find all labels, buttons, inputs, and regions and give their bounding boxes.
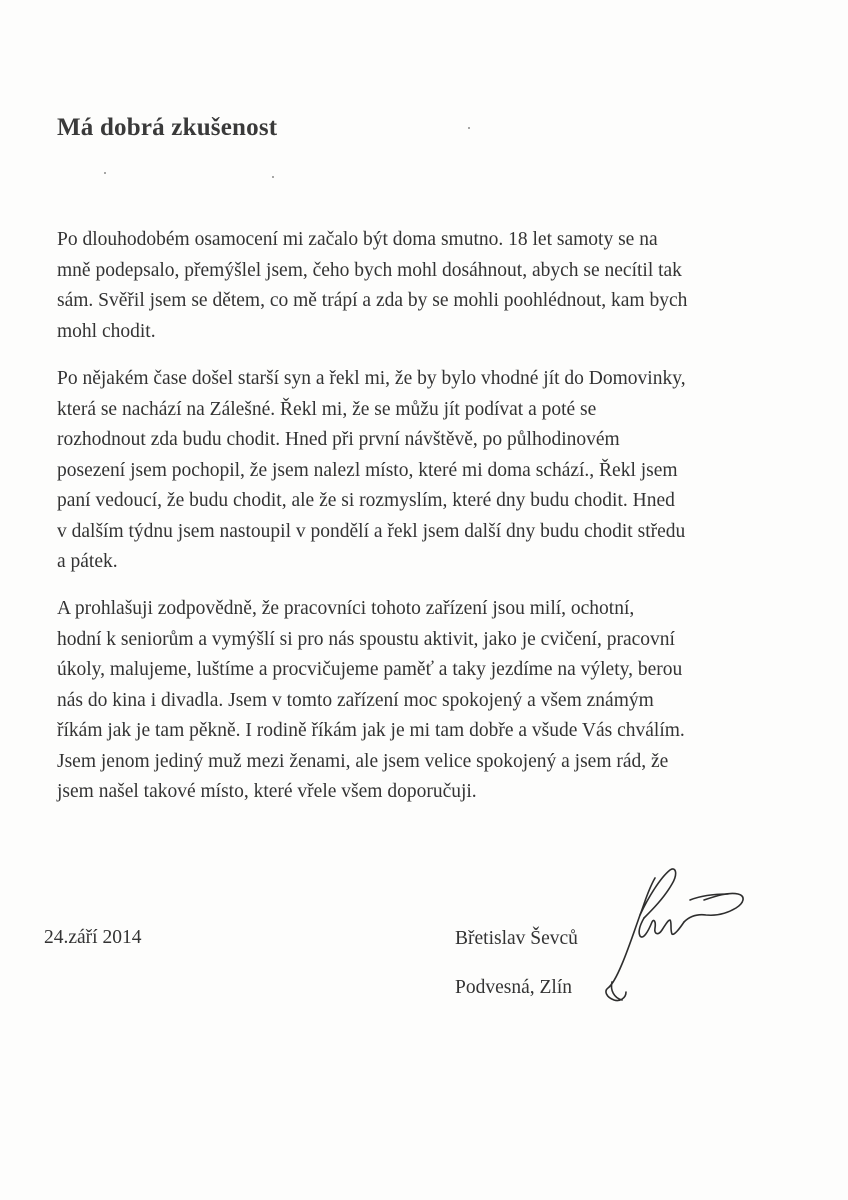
author-place: Podvesná, Zlín bbox=[455, 977, 572, 998]
paragraph-line: rozhodnout zda budu chodit. Hned při první návštěvě, po půlhodinovém bbox=[57, 429, 620, 450]
paragraph-line: úkoly, malujeme, luštíme a procvičujeme paměť a taky jezdíme na výlety, berou bbox=[57, 659, 683, 680]
paragraph-3 bbox=[57, 594, 817, 808]
paragraph-line: posezení jsem pochopil, že jsem nalezl místo, které mi doma schází., Řekl jsem bbox=[57, 459, 678, 481]
paragraph-line: nás do kina i divadla. Jsem v tomto zařízení moc spokojený a všem známým bbox=[57, 689, 654, 711]
handwritten-signature bbox=[600, 860, 760, 1010]
paragraph-line: která se nachází na Zálešné. Řekl mi, že se můžu jít podívat a poté se bbox=[57, 398, 597, 420]
paragraph-line: v dalším týdnu jsem nastoupil v pondělí a řekl jsem další dny budu chodit středu bbox=[57, 520, 686, 542]
scan-speck bbox=[468, 127, 470, 129]
paragraph-line: mohl chodit. bbox=[57, 320, 156, 342]
scan-speck bbox=[272, 176, 274, 178]
paragraph-line: Po nějakém čase došel starší syn a řekl mi, že by bylo vhodné jít do Domovinky, bbox=[57, 368, 686, 389]
letter-title: Má dobrá zkušenost bbox=[57, 114, 278, 141]
paragraph-2 bbox=[57, 364, 817, 578]
author-name: Břetislav Ševců bbox=[455, 928, 578, 949]
paragraph-line: Jsem jenom jediný muž mezi ženami, ale jsem velice spokojený a jsem rád, že bbox=[57, 750, 669, 772]
paragraph-line: říkám jak je tam pěkně. I rodině říkám jak je mi tam dobře a všude Vás chválím. bbox=[57, 720, 685, 741]
paragraph-line: mně podepsalo, přemýšlel jsem, čeho bych mohl dosáhnout, abych se necítil tak bbox=[57, 259, 682, 281]
paragraph-1 bbox=[57, 225, 817, 347]
paragraph-line: paní vedoucí, že budu chodit, ale že si rozmyslím, které dny budu chodit. Hned bbox=[57, 490, 675, 511]
letter-date: 24.září 2014 bbox=[44, 927, 142, 948]
paragraph-line: hodní k seniorům a vymýšlí si pro nás spoustu aktivit, jako je cvičení, pracovní bbox=[57, 628, 675, 650]
paragraph-line: a pátek. bbox=[57, 551, 118, 572]
scan-speck bbox=[104, 172, 106, 174]
paragraph-line: jsem našel takové místo, které vřele všem doporučuji. bbox=[57, 781, 477, 802]
paragraph-line: sám. Svěřil jsem se dětem, co mě trápí a zda by se mohli poohlédnout, kam bych bbox=[57, 290, 688, 311]
paragraph-line: A prohlašuji zodpovědně, že pracovníci tohoto zařízení jsou milí, ochotní, bbox=[57, 598, 635, 619]
paragraph-line: Po dlouhodobém osamocení mi začalo být doma smutno. 18 let samoty se na bbox=[57, 229, 658, 250]
